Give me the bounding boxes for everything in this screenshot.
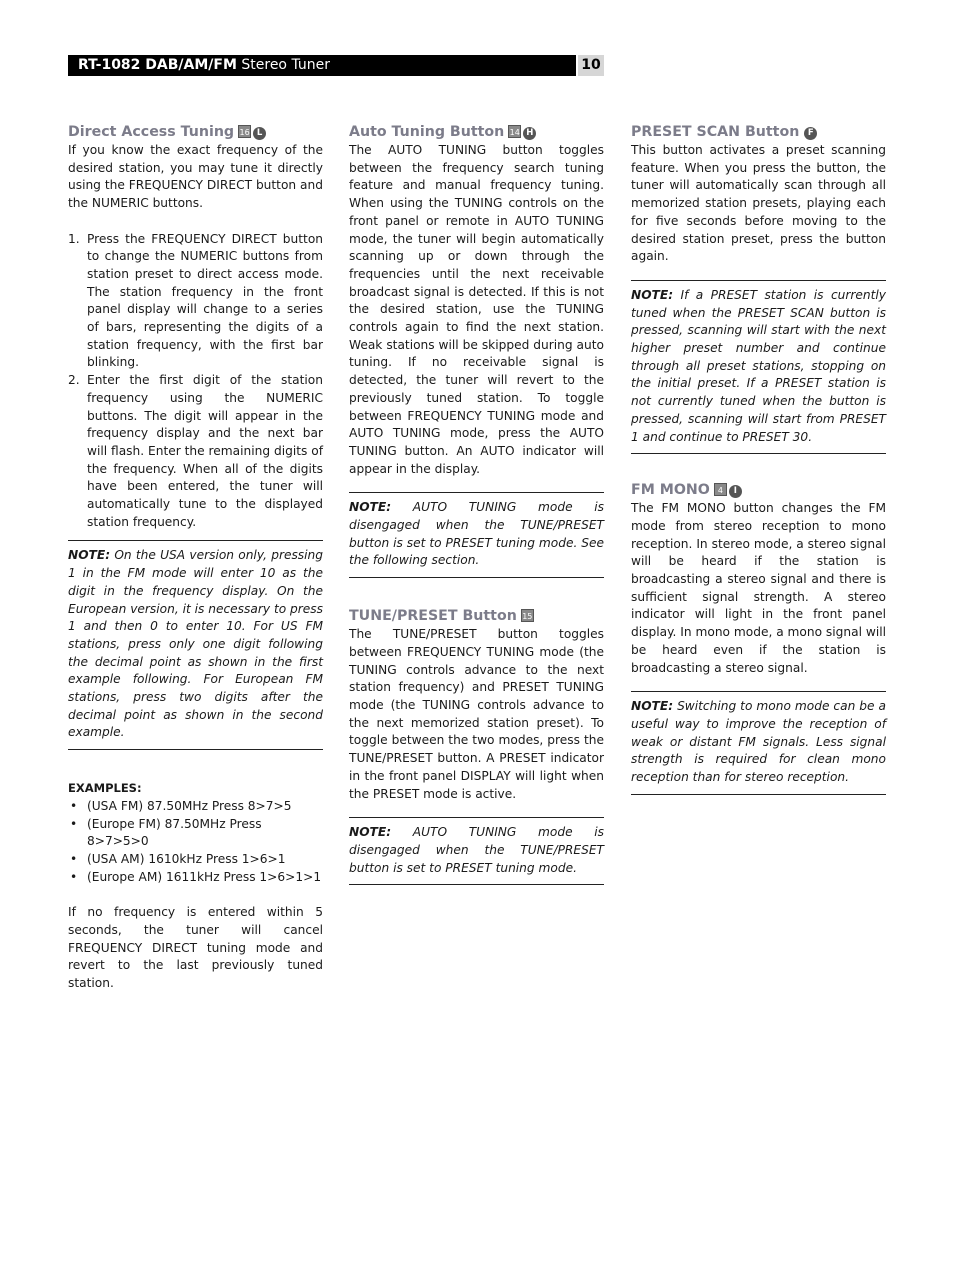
column-1 [68,122,323,993]
section-title-fm-mono: FM MONO 4 I [631,480,886,500]
header-bar [68,55,576,76]
badge-circle-icon: L [253,127,266,140]
section-title-auto-tuning: Auto Tuning Button 14 H [349,122,604,142]
list-item: 1. Press the FREQUENCY DIRECT button to change the NUMERIC buttons from station preset to direct access mode. The station frequency in the front panel display will change to a series of bars, representing the digits of a station frequency, with the first bar blinking. [68,231,323,370]
list-item: • (USA AM) 1610kHz Press 1>6>1 [68,851,323,869]
direct-access-outro: If no frequency is entered within 5 seconds, the tuner will cancel FREQUENCY DIRECT tuning mode and revert to the last previously tuned station. [68,905,323,990]
badge-square-icon: 15 [521,609,534,622]
section-title-tune-preset: TUNE/PRESET Button 15 [349,608,533,625]
note-auto-tuning: NOTE: AUTO TUNING mode is disengaged when the TUNE/PRESET button is set to PRESET tuning mode. See the following section. [349,492,604,578]
preset-scan-text: This button activates a preset scanning feature. When you press the button, the tuner will automatically scan through all memorized station presets, playing each for five seconds before moving to the desired station preset, press the button again. [631,143,886,264]
tune-preset-text: The TUNE/PRESET button toggles between FREQUENCY TUNING mode (the TUNING controls advance to the next station frequency) and PRESET TUNING mode (the TUNING controls advance to the next memorized station preset). To toggle between the two modes, press the TUNE/PRESET button. A PRESET indicator in the front panel DISPLAY will light when the PRESET mode is active. [349,627,604,801]
list-item: 2. Enter the first digit of the station frequency using the NUMERIC buttons. The digit will appear in the frequency display and the next bar will flash. Enter the remaining digits of the frequency. When all of the digits have been entered, the tuner will automatically tune to the displayed station frequency. [68,373,323,529]
note-tune-preset: NOTE: AUTO TUNING mode is disengaged when the TUNE/PRESET button is set to PRESET tuning mode. [349,817,604,885]
list-item: • (Europe FM) 87.50MHz Press 8>7>5>0 [68,816,323,851]
direct-access-intro: If you know the exact frequency of the desired station, you may tune it directly using the FREQUENCY DIRECT button and the NUMERIC buttons. [68,143,323,211]
section-title-preset-scan: PRESET SCAN Button F [631,122,886,142]
note-preset-scan: NOTE: If a PRESET station is currently tuned when the PRESET SCAN button is pressed, scanning will start with the next higher preset number and continue through all preset stations, stopping on the initial preset. If a PRESET station is not currently tuned when the button is pressed, scanning will start from PRESET 1 and continue to PRESET 30. [631,280,886,454]
fm-mono-text: The FM MONO button changes the FM mode from stereo reception to mono reception. In stereo mode, a stereo signal will be heard if the station is broadcasting a stereo signal and there is sufficient signal strength. A stereo indicator will light in the front panel display. In mono mode, a mono signal will be heard even if the station is broadcasting a stereo signal. [631,501,886,675]
column-3 [631,122,886,795]
column-2 [349,122,604,885]
section-title-direct-access: Direct Access Tuning 16 L [68,122,323,142]
badge-circle-icon: H [523,127,536,140]
examples-list [68,798,323,887]
model-name: RT-1082 DAB/AM/FM [78,57,237,73]
list-item: • (USA FM) 87.50MHz Press 8>7>5 [68,798,323,816]
badge-square-icon: 14 [508,125,521,138]
auto-tuning-text: The AUTO TUNING button toggles between the frequency search tuning feature and manual frequency tuning. When using the TUNING controls on the front panel or remote in AUTO TUNING mode, the tuner will begin automatically scanning up or down through the frequencies until the next receivable broadcast signal is detected. If this is not the desired station, use the TUNING controls again to find the next station. Weak stations will be skipped during auto tuning. If no receivable signal is detected, the tuner will revert to the previously tuned station. To toggle between FREQUENCY TUNING mode and AUTO TUNING mode, press the AUTO TUNING button. An AUTO indicator will appear in the display. [349,143,604,476]
note-direct-access: NOTE: On the USA version only, pressing 1 in the FM mode will enter 10 as the digit in the frequency display. On the European version, it is necessary to press 1 and then 0 to enter 10. For US FM stations, press only one digit following the decimal point as shown in the first example following. For European FM stations, press two digits after the decimal point as shown in the second example. [68,540,323,750]
steps-list [68,231,323,532]
page-number: 10 [578,55,604,76]
note-fm-mono: NOTE: Switching to mono mode can be a useful way to improve the reception of weak or distant FM signals. Less signal strength is required for clean mono reception than for stereo reception. [631,691,886,795]
header-subtitle: Stereo Tuner [241,57,330,73]
examples-title: EXAMPLES: [68,781,142,796]
badge-square-icon: 16 [238,125,251,138]
badge-circle-icon: F [804,127,817,140]
badge-circle-icon: I [729,485,742,498]
list-item: • (Europe AM) 1611kHz Press 1>6>1>1 [68,869,323,887]
badge-square-icon: 4 [714,483,727,496]
